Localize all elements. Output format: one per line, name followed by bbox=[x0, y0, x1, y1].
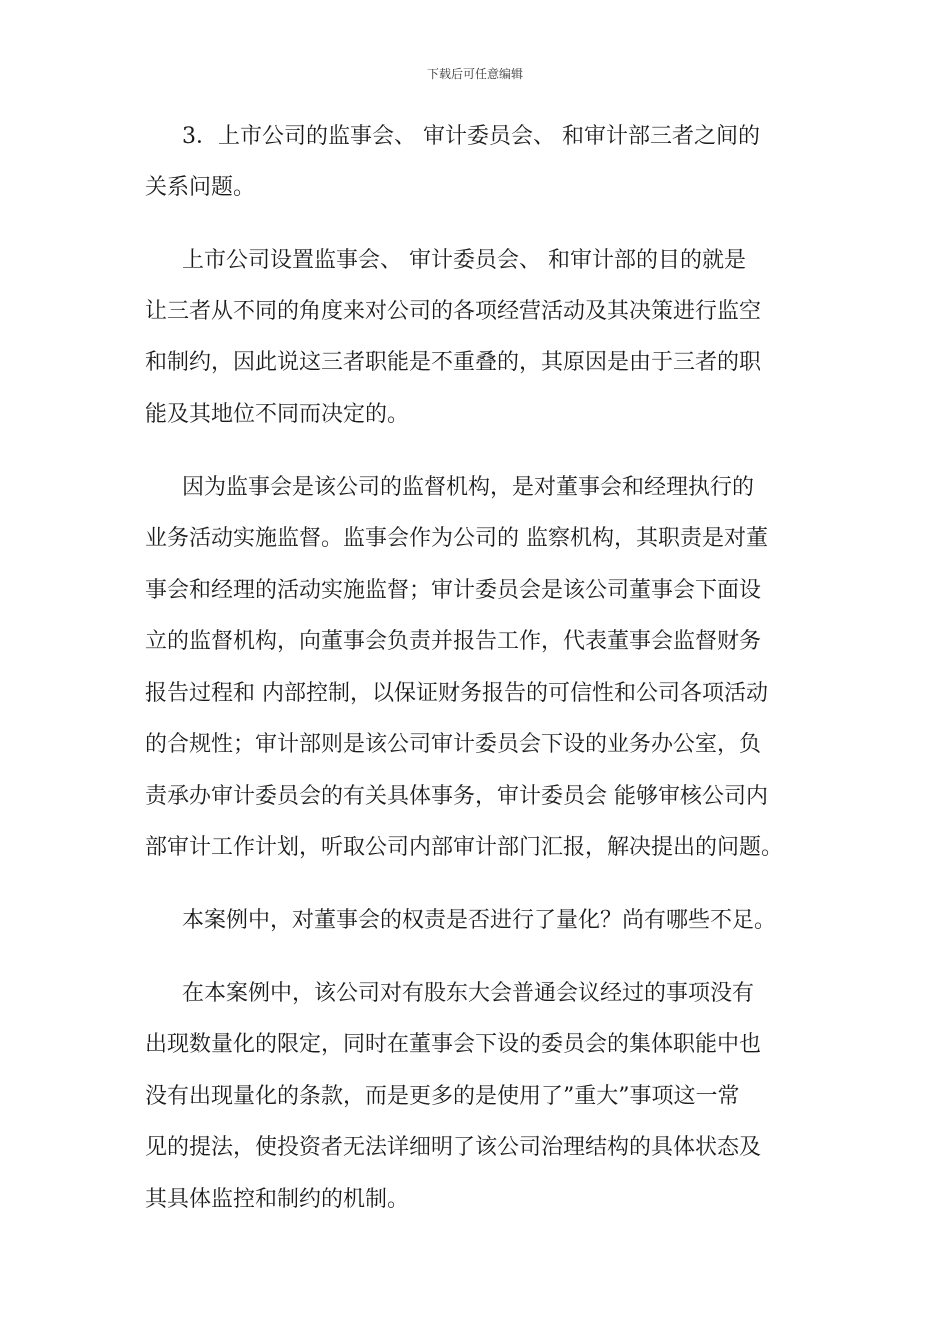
text-line: 上市公司设置监事会、 审计委员会、 和审计部的目的就是 bbox=[182, 248, 746, 273]
text-line: 业务活动实施监督。监事会作为公司的 监察机构，其职责是对董 bbox=[145, 526, 768, 551]
text-line: 因为监事会是该公司的监督机构，是对董事会和经理执行的 bbox=[182, 475, 755, 500]
page-header: 下载后可任意编辑 bbox=[426, 67, 523, 81]
text-line: 没有出现量化的条款，而是更多的是使用了”重大”事项这一常 bbox=[145, 1084, 740, 1109]
text-line: 能及其地位不同而决定的。 bbox=[145, 402, 410, 427]
text-line: 本案例中，对董事会的权责是否进行了量化？尚有哪些不足。 bbox=[182, 908, 777, 933]
text-line: 报告过程和 内部控制，以保证财务报告的可信性和公司各项活动 bbox=[145, 681, 768, 706]
text-line: 3．上市公司的监事会、 审计委员会、 和审计部三者之间的 bbox=[182, 124, 760, 149]
text-line: 其具体监控和制约的机制。 bbox=[145, 1187, 410, 1212]
text-line: 立的监督机构，向董事会负责并报告工作，代表董事会监督财务 bbox=[145, 629, 762, 654]
text-line: 责承办审计委员会的有关具体事务，审计委员会 能够审核公司内 bbox=[145, 784, 768, 809]
text-line: 关系问题。 bbox=[145, 175, 256, 200]
text-line: 事会和经理的活动实施监督；审计委员会是该公司董事会下面设 bbox=[145, 578, 762, 603]
text-line: 和制约，因此说这三者职能是不重叠的，其原因是由于三者的职 bbox=[145, 350, 762, 375]
text-line: 让三者从不同的角度来对公司的各项经营活动及其决策进行监空 bbox=[145, 299, 762, 324]
text-line: 见的提法，使投资者无法详细明了该公司治理结构的具体状态及 bbox=[145, 1135, 762, 1160]
text-line: 在本案例中，该公司对有股东大会普通会议经过的事项没有 bbox=[182, 981, 755, 1006]
text-line: 部审计工作计划，听取公司内部审计部门汇报，解决提出的问题。 bbox=[145, 835, 784, 860]
text-line: 出现数量化的限定，同时在董事会下设的委员会的集体职能中也 bbox=[145, 1032, 762, 1057]
text-line: 的合规性；审计部则是该公司审计委员会下设的业务办公室，负 bbox=[145, 732, 762, 757]
